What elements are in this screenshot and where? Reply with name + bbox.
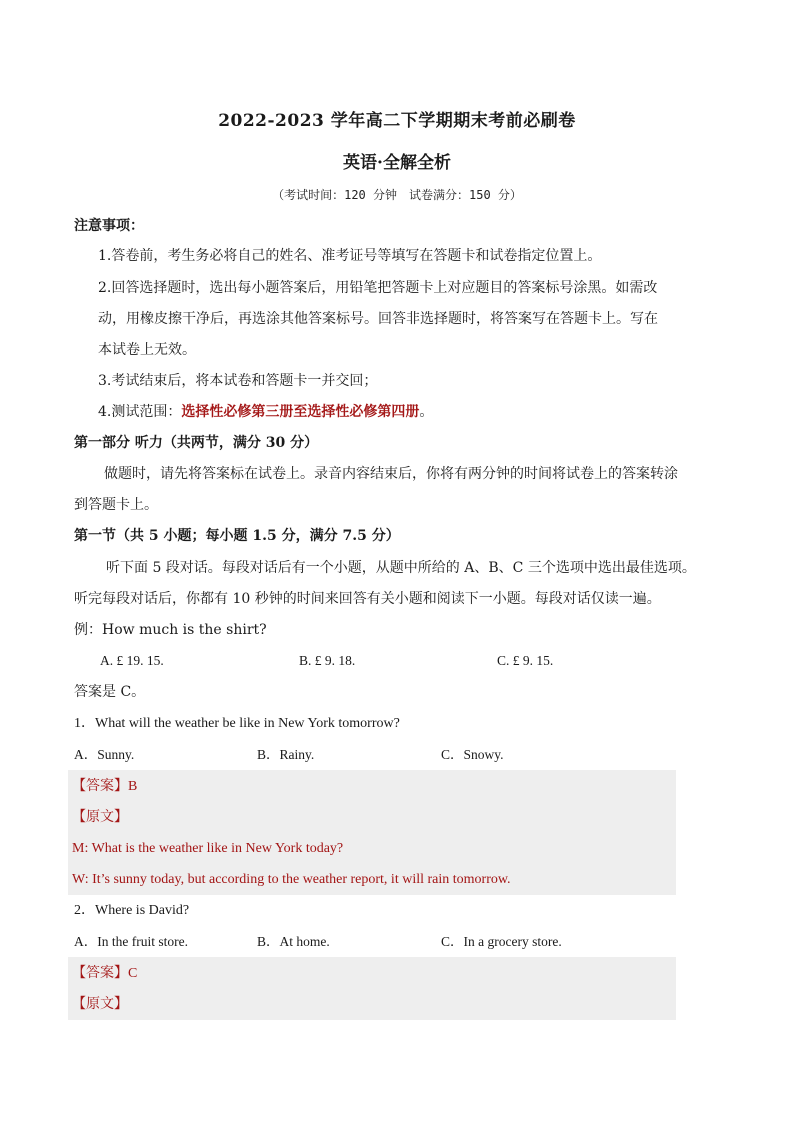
section1-heading: 第一节（共 5 小题；每小题 1.5 分，满分 7.5 分） xyxy=(74,528,400,544)
notice-item-4-prefix: 4.测试范围： xyxy=(98,404,182,420)
question-1-script-label: 【原文】 xyxy=(72,809,128,825)
notice-item-2-line-1: 2.回答选择题时，选出每小题答案后，用铅笔把答题卡上对应题目的答案标号涂黑。如需改 xyxy=(98,280,658,296)
example-option-b: B. £ 9. 18. xyxy=(299,653,356,668)
part1-instruction-line-2: 到答题卡上。 xyxy=(74,497,158,513)
section1-instruction-line-2: 听完每段对话后，你都有 10 秒钟的时间来回答有关小题和阅读下一小题。每段对话仅读一遍。 xyxy=(74,591,661,607)
question-2-script-label: 【原文】 xyxy=(72,996,128,1012)
example-option-a: A. £ 19. 15. xyxy=(100,653,164,668)
example-question: 例：How much is the shirt? xyxy=(74,622,267,638)
answer-block-2 xyxy=(68,957,676,1020)
page-subtitle: 英语·全解全析 xyxy=(343,153,451,173)
page-title: 2022-2023 学年高二下学期期末考前必刷卷 xyxy=(218,111,576,131)
section1-instruction-line-1: 听下面 5 段对话。每段对话后有一个小题，从题中所给的 A、B、C 三个选项中选出最佳选项。 xyxy=(106,560,696,576)
question-1-option-b: B．Rainy. xyxy=(257,747,315,762)
notice-item-4-suffix: 。 xyxy=(419,404,434,420)
test-scope: 选择性必修第三册至选择性必修第四册 xyxy=(181,404,420,420)
question-2-answer xyxy=(72,963,137,984)
notice-heading: 注意事项： xyxy=(74,218,144,234)
question-2: 2．Where is David? xyxy=(74,903,190,918)
question-1-script-line-2: W: It’s sunny today, but according to the weather report, it will rain tomorrow. xyxy=(72,872,511,887)
exam-info: （考试时间：120 分钟 试卷满分：150 分） xyxy=(272,188,522,202)
notice-item-4 xyxy=(98,402,433,422)
question-2-option-b: B．At home. xyxy=(257,934,330,949)
question-2-option-a: A．In the fruit store. xyxy=(74,934,188,949)
question-1-option-a: A．Sunny. xyxy=(74,747,135,762)
answer-value: C xyxy=(128,966,138,981)
notice-item-2-line-3: 本试卷上无效。 xyxy=(98,342,196,358)
answer-label: 【答案】 xyxy=(72,965,128,981)
question-1-answer xyxy=(72,776,137,797)
answer-label: 【答案】 xyxy=(72,778,128,794)
question-1: 1．What will the weather be like in New York tomorrow? xyxy=(74,716,400,731)
answer-value: B xyxy=(128,779,138,794)
notice-item-3: 3.考试结束后，将本试卷和答题卡一并交回； xyxy=(98,373,378,389)
notice-item-2-line-2: 动，用橡皮擦干净后，再选涂其他答案标号。回答非选择题时，将答案写在答题卡上。写在 xyxy=(98,311,658,327)
part1-heading: 第一部分 听力（共两节，满分 30 分） xyxy=(74,435,319,451)
part1-instruction-line-1: 做题时，请先将答案标在试卷上。录音内容结束后，你将有两分钟的时间将试卷上的答案转涂 xyxy=(104,466,678,482)
question-2-option-c: C．In a grocery store. xyxy=(441,934,562,949)
question-1-script-line-1: M: What is the weather like in New York today? xyxy=(72,841,344,856)
question-1-option-c: C．Snowy. xyxy=(441,747,504,762)
notice-item-1: 1.答卷前，考生务必将自己的姓名、准考证号等填写在答题卡和试卷指定位置上。 xyxy=(98,248,602,264)
example-answer: 答案是 C。 xyxy=(74,684,146,700)
example-option-c: C. £ 9. 15. xyxy=(497,653,554,668)
